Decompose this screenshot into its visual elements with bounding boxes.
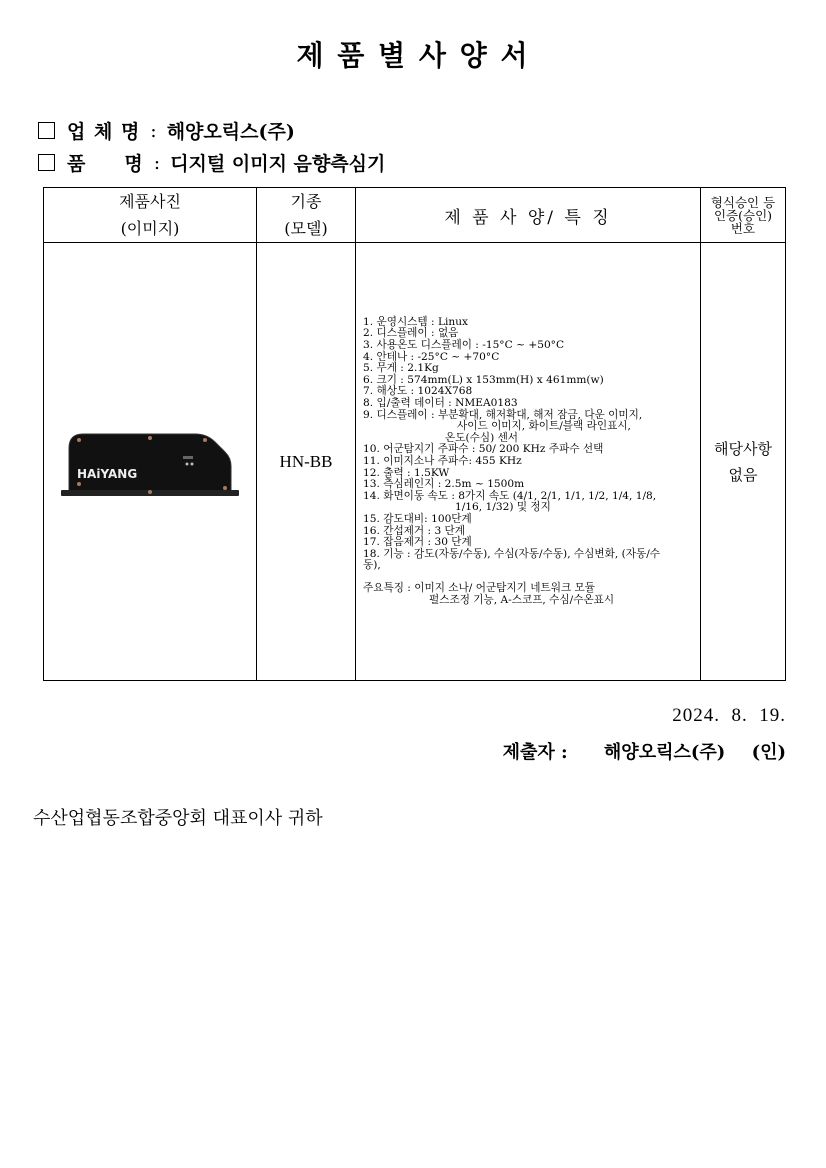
header-model-line1: 기종 [290,192,322,211]
spec-line: 14. 화면이동 속도 : 8가지 속도 (4/1, 2/1, 1/1, 1/2, 1/4, 1/8, [363,489,657,502]
header-approval-line1: 형식승인 등 [710,194,776,210]
spec-line: 1. 운영시스템 : Linux [363,315,468,328]
product-sep: : [153,151,161,174]
header-approval-line2: 인증(승인) [713,207,773,223]
spec-line: 10. 어군탐지기 주파수 : 50/ 200 KHz 주파수 선택 [363,443,604,456]
product-photo-cell [44,243,257,681]
company-field [38,117,295,144]
spec-line: 5. 무게 : 2.1Kg [363,362,439,375]
submitter-name: 해양오릭스(주) [603,742,726,763]
spec-line: 4. 안테나 : -25°C ~ +70°C [363,350,500,363]
submitter-line [503,738,786,764]
seal-mark: (인) [751,742,786,763]
spec-line: 6. 크기 : 574mm(L) x 153mm(H) x 461mm(w) [363,373,604,386]
spec-line: 9. 디스플레이 : 부분확대, 해저확대, 해저 잠금, 다운 이미지, [363,408,643,421]
spec-line: 13. 측심레인지 : 2.5m ~ 1500m [363,478,525,491]
spec-line: 15. 감도대비: 100단계 [363,512,472,525]
company-value: 해양오릭스(주) [166,121,295,143]
device-brand: HAiYANG [77,466,138,481]
product-value: 디지털 이미지 음향측심기 [170,153,386,175]
company-label: 업 체 명 [67,121,141,143]
approval-cell [701,243,786,681]
spec-line: 1/16, 1/32) 및 정지 [455,501,551,514]
checkbox-icon [38,122,55,139]
spec-line: 7. 해상도 : 1024X768 [363,385,473,398]
spec-line: 동), [363,559,381,572]
spec-line: 11. 이미지소나 주파수: 455 KHz [363,455,522,467]
spec-list [356,243,701,681]
spec-line: 8. 입/출력 데이터 : NMEA0183 [363,397,518,410]
approval-line2: 없음 [728,465,758,484]
spec-line: 12. 출력 : 1.5KW [363,466,450,479]
header-spec: 제 품 사 양/ 특 징 [356,188,701,243]
submission-date: 2024. 8. 19. [672,705,786,726]
features-line: 펄스조정 기능, A-스코프, 수심/수온표시 [429,593,615,606]
recipient-line: 수산업협동조합중앙회 대표이사 귀하 [33,808,323,829]
spec-line: 사이드 이미지, 화이트/블랙 라인표시, [457,420,631,433]
model-cell: HN-BB [257,243,356,681]
submitter-label: 제출자 : [502,742,568,763]
header-photo-line1: 제품사진 [119,192,181,211]
approval-line1: 해당사항 [714,439,772,458]
header-model-line2: (모델) [284,219,328,238]
product-field [38,149,385,176]
spec-line: 16. 간섭제거 : 3 단계 [363,524,466,537]
spec-line: 18. 기능 : 감도(자동/수동), 수심(자동/수동), 수심변화, (자동/수 [363,547,660,560]
checkbox-icon [38,154,55,171]
product-label: 품 명 [67,153,144,175]
spec-line: 17. 잡음제거 : 30 단계 [363,536,472,549]
features-line: 주요특징 : 이미지 소나/ 어군탐지기 네트워크 모듈 [363,581,596,594]
spec-line: 온도(수심) 센서 [445,431,519,444]
product-image [55,426,245,506]
header-approval-line3: 번호 [730,220,756,236]
spec-line: 2. 디스플레이 : 없음 [363,327,459,340]
document-title: 제 품 별 사 양 서 [296,39,530,72]
header-approval [701,188,786,243]
company-sep: : [150,119,157,142]
header-photo-line2: (이미지) [120,219,180,238]
header-photo [44,188,257,243]
spec-table [43,187,786,681]
header-model [257,188,356,243]
spec-line: 3. 사용온도 디스플레이 : -15°C ~ +50°C [363,339,565,352]
